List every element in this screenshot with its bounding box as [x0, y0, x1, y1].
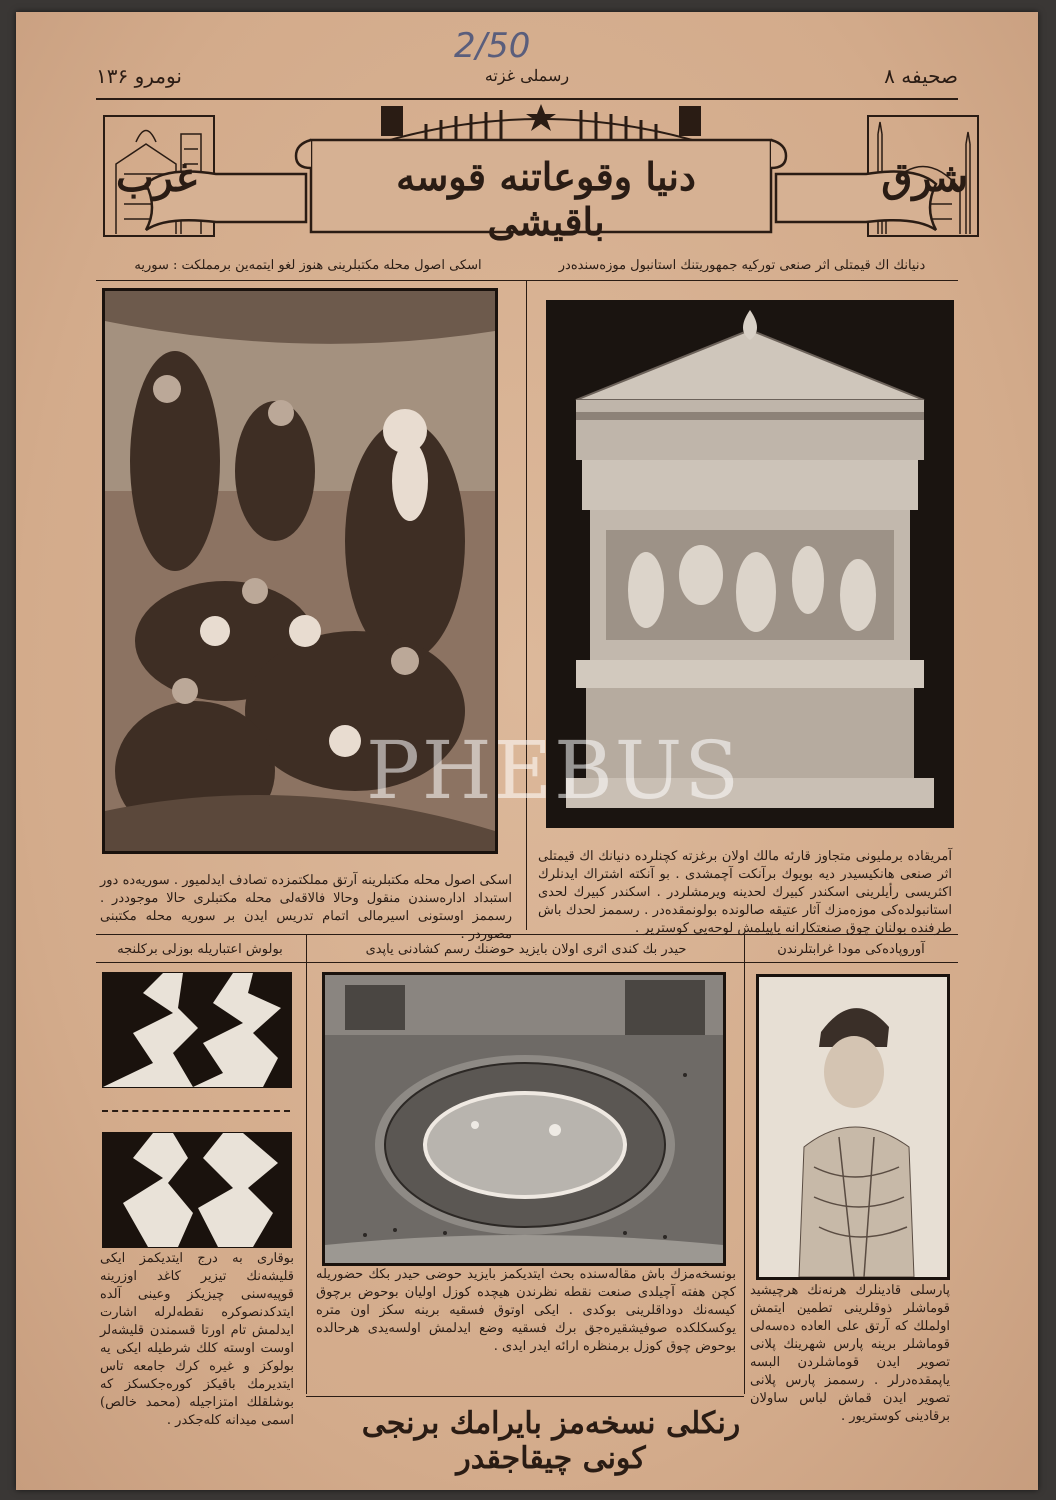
- sarcophagus-heading: دنیانك اك قیمتلی اثر صنعی تورکیه جمهوریتنك استانبول موزه‌سنده‌در: [558, 258, 926, 273]
- paris-fashion-photo: [756, 974, 950, 1280]
- running-header: [96, 64, 958, 94]
- masthead-title: دنیا وقوعاتنه قوسه باقیشی: [396, 154, 696, 244]
- column-divider-top: [526, 280, 527, 930]
- bottom-heading-rule: [96, 962, 958, 963]
- issue-label: نومرو ۱۳۶: [96, 64, 182, 88]
- masthead-east-label: شرق: [881, 154, 968, 201]
- color-issue-announcement: رنكلی نسخه‌مز بایرامك برنجی كونی چیقاجقدر: [361, 1406, 741, 1476]
- column-divider-bottom-right: [744, 934, 745, 1394]
- section-rule-top: [96, 280, 958, 281]
- puzzle-caption: بوقاری به درج ایتدیكمز ایکی قلیشه‌نك تیزیر كاغد اوزرینه قوپیه‌سنی چیزیكز وعینی آلده ایتدكدنصوكره نقطه‌لرله اشارت ایدلمش تام اورتا قسمندن قلیشه‌لر اوست اوسته كلك شرطیله ایکی یه بولوكز و غیره كرك جامعه تاس ایتدیرمك باقیكز كوره‌جكسكز که بوشلقلك امتزاجیله (محمد خالص) اسمی میدانه كله‌جكدر .: [100, 1251, 294, 1428]
- sarcophagus-caption: آمریقاده برملیونی متجاوز قارئه مالك اولان برغزته كچنلرده دنیانك اك قیمتلی اثر صنعی هانكیسیدر دیه بویوك برآنكت آچمشدی . بو آنكته اشتراك ایدنلرك اكثریسی رأیلرینی اسكندر كبیرك لحدینه ویرمشلردر . اسكندر كبیرك لحدی استانبولده‌كی موزه‌مزك آثار عتیقه صالونده بولونمقده‌در . رسممز لحدك باش طرفنده بولنان چوق صنعتكارانه یاپیلمش لوحه‌یی كوستریر .: [538, 849, 952, 936]
- page-label: صحیفه ۸: [884, 64, 958, 88]
- puzzle-heading: بولوش اعتباریله بوزلی برکلنجه: [117, 942, 283, 957]
- header-rule: [96, 98, 958, 100]
- puzzle-dashed-divider: [102, 1110, 290, 1112]
- column-divider-bottom-left: [306, 934, 307, 1394]
- masthead: [96, 104, 986, 246]
- syria-school-caption: اسكی اصول محله مكتبلرینه آرتق مملكتمزده تصادف ایدلمیور . سوریه‌ده دور استبداد اداره‌سندن منقول وحالا فالاقه‌لی محله مكتبلری حالا موجوددر . رسممز اوستونی اسیرمالی اتمام تدریس ایدن بر سوریه محله مكتبنی مصوردر .: [100, 873, 512, 942]
- fountain-caption: بونسخه‌مزك باش مقاله‌سنده بحث ایتدیكمز بایزید حوضی حیدر بكك حضوریله كچن هفته آچیلدی صنعت نقطه نظرندن هیچده كوزل اولیان بوحوض برچوق كیسه‌نك دوداقلرینی بوكدی . ایکی اوتوق فسقیه برینه سكز اون متره یوكسكلكده صوفیشقیره‌جق برك فسقیه وضع ایدلمش اولسه‌یدی هرحالده بوحوض چوق كوزل برمنظره ارائه ایدر ایدی .: [316, 1267, 736, 1354]
- bayezid-fountain-photo: [322, 972, 726, 1266]
- fashion-heading: آوروپاده‌كی مودا غرابتلرندن: [777, 942, 925, 957]
- fountain-heading: حیدر بك كندی اثری اولان بایزید حوضنك رسم كشادنی یاپدی: [365, 942, 687, 957]
- footer-rule: [306, 1396, 744, 1397]
- section-rule-middle: [96, 934, 958, 935]
- fashion-caption: پارسلی قادینلرك هرنه‌نك هرچیشید قوماشلر ذوقلرینی تطمین ایتمش اولملك كه آرتق علی العاده ده‌سه‌لی قوماشلر برینه پارس شهرینك پلانی تصویر ایدن قوماشلردن البسه یاپمقده‌درلر . رسممز پارس پلانی تصویر ایدن قماش لباس ساولان برقادینی كوستریور .: [750, 1283, 950, 1424]
- syria-school-heading: اسكی اصول محله مكتبلرینی هنوز لغو ایتمه‌ین برمملكت : سوریه: [134, 258, 482, 273]
- handwritten-mark: 2/50: [454, 26, 531, 66]
- newspaper-page: [16, 12, 1038, 1490]
- masthead-west-label: غرب: [116, 154, 197, 201]
- puzzle-block-bottom: [102, 1132, 292, 1248]
- phebus-watermark: PHEBUS: [366, 724, 742, 817]
- puzzle-block-top: [102, 972, 292, 1088]
- journal-name: رسملی غزته: [484, 66, 570, 85]
